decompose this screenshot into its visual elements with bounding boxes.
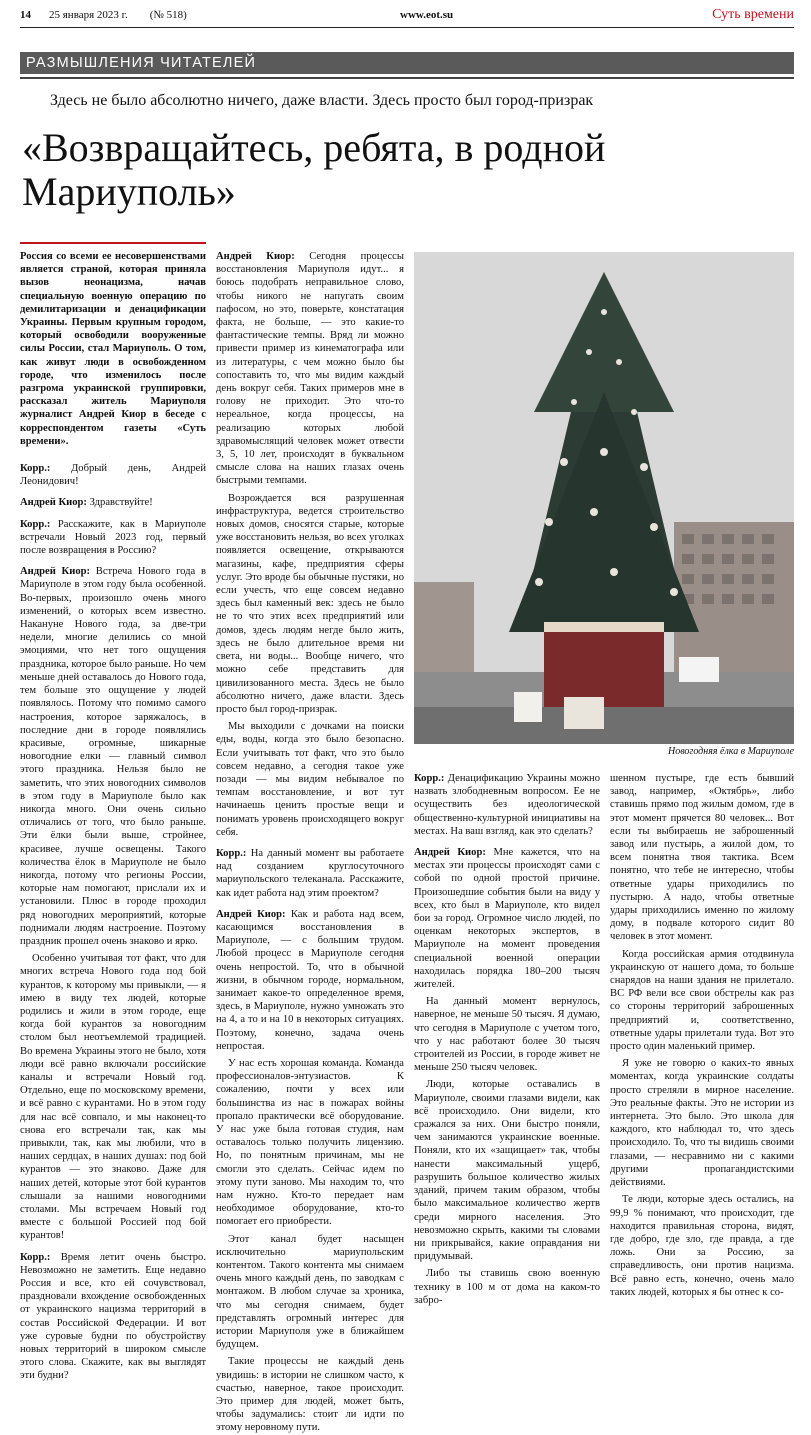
- article-lead: Здесь не было абсолютно ничего, даже власти. Здесь просто был город-призрак: [50, 92, 594, 109]
- article-headline: «Возвращайтесь, ребята, в родной Мариуполь»: [22, 125, 606, 214]
- speaker-label: Андрей Киор:: [216, 251, 295, 262]
- speaker-label: Андрей Киор:: [20, 497, 87, 509]
- article-column-3: [414, 772, 600, 1307]
- site-link[interactable]: www.eot.su: [400, 9, 454, 21]
- text-paragraph: Мы выходили с дочками на поиски еды, воды, когда это было безопасно. Если учитывать тот факт, что это было совсем недавно, а сегодня такое уже позади — мы видим небывалое по темпам восстановление, и вот тут начинаешь ценить простые вещи и понимать уровень происходящего вокруг себя.: [216, 721, 404, 838]
- text-paragraph: Либо ты ставишь свою военную технику в 100 м от дома на каком-то забро-: [414, 1268, 600, 1306]
- article-column-1: [20, 250, 206, 1383]
- speaker-label: Андрей Киор:: [20, 566, 91, 578]
- text-paragraph: Возрождается вся разрушенная инфраструктура, ведется строительство новых домов, сносятся старые, которые уже восстановить нельзя, во всех уголках появляется освещение, открываются магазины, кафе, предприятия сферы услуг. Это вроде бы обычные пустяки, но если учесть, что еще совсем недавно здесь был каменный век: здесь не было не то что этих всех предприятий или домов, здесь людям негде было жить, здесь не было длительное время ни света, ни воды... Вообще ничего, что можно себе представить для цивилизованного места. Здесь не было абсолютно ничего, даже власти. Здесь просто был город-призрак.: [216, 492, 404, 715]
- speaker-label: Андрей Киор:: [216, 908, 286, 920]
- question-paragraph: Корр.: Денацификацию Украины можно назвать злободневным вопросом. Ее не осуществить без идеологической общественно-культурной инициативы на местах. На ваш взгляд, как это сделать?: [414, 773, 600, 837]
- text-paragraph: Этот канал будет насыщен исключительно мариупольским контентом. Такого контента мы снимаем очень много каждый день, по заводкам с монтажом. В любом случае за хроника, что мы сегодня снимаем, будет представлять огромный интерес для истории Мариуполя уже в ближайшем будущем.: [216, 1233, 404, 1351]
- photo-caption: Новогодняя ёлка в Мариуполе: [667, 746, 794, 757]
- christmas-tree-photo-icon: [414, 252, 794, 744]
- answer-paragraph: Андрей Киор: Сегодня процессы восстановления Мариуполя идут... я боюсь подобрать неправильное слово, чтобы никого не напугать своим пафосом, но это, поверьте, констатация факта, не больше, — это какие-то фантастические темпы. Вряд ли можно привести пример из кинематографа или из литературы, с чем можно было бы сопоставить то, что мы видим каждый день вокруг себя. Таких примеров мне в голову не приходит. Это что-то нереальное, когда процессы, на реализацию которых любой здравомыслящий человек может отвести 3, 5, 10 лет, происходят в буквальном смысле слова на наших глазах очень быстрыми темпами.: [216, 251, 404, 487]
- speaker-label: Корр.:: [20, 1251, 51, 1263]
- speaker-label: Корр.:: [414, 773, 445, 784]
- answer-paragraph: Андрей Киор: Встреча Нового года в Мариуполе в этом году была особенной. Во-первых, произошло очень много изменений, о которых всем известно. Накануне Нового года, за две-три недели, многие делились со мной эмоциями, что нет того ощущения праздника, которое было раньше. Но чем меньше дней оставалось до Нового года, тем больше это ощущение у людей появлялось. Потому что помимо самого настроения, которое заряжалось, в последние дни в городе появлялись красивые, огромные, шикарные новогодние елки — главный символ этого праздника. Нельзя было не заметить, что этих новогодних символов в этом году в Мариуполе было как никогда много. Они очень сильно отличались от того, что было раньше. Эти ёлки были выше, стройнее, красивее, лучше освещены. Такого количества ёлок в Мариуполе не было никогда, потому что регионы России, которые нам помогают, прислали их и установили. Плюс в городе проходил ряд новогодних мероприятий, которые поднимали людям настроение. Поэтому праздник прошел очень знаково и ярко.: [20, 566, 206, 947]
- text-paragraph: Такие процессы не каждый день увидишь: в истории не слишком часто, к счастью, наверное, такое происходит. Это пример для людей, может быть, чтобы задумались: стоит ли идти по этому неровному пути.: [216, 1356, 404, 1434]
- header-divider: [20, 27, 794, 28]
- article-photo: [414, 252, 794, 744]
- issue-number: (№ 518): [149, 9, 187, 21]
- answer-paragraph: Андрей Киор: Здравствуйте!: [20, 497, 153, 509]
- red-accent-line: [20, 242, 206, 244]
- answer-paragraph: Андрей Киор: Мне кажется, что на местах эти процессы происходят сами с собой по одной простой причине. Произошедшие события были на виду у всех, кто был в Мариуполе, кто видел бои за город. Огромное число людей, по оценкам некоторых экспертов, в Мариуполе на момент проведения специальной военной операции находилась порядка 180–200 тысяч жителей.: [414, 847, 600, 991]
- issue-date: 25 января 2023 г.: [49, 9, 128, 21]
- text-paragraph: Те люди, которые здесь остались, на 99,9 % понимают, что происходит, где находится правильная сторона, видят, где добро, где зло, где правда, а где ложь. Они за Россию, за справедливость, они против нацизма. Всё равно есть, конечно, очень мало таких людей, которых я бы отнес к со-: [610, 1194, 794, 1298]
- page-header: [20, 6, 794, 24]
- text-paragraph: Я уже не говорю о каких-то явных моментах, когда украинские солдаты просто стреляли в мирное население. Это реальные факты. Это не истории из интернета. Это было. Это школа для каждого, кто наблюдал то, что здесь происходило. То, что ты видишь своими глазами, — несравнимо ни с какими другими пропагандистскими действиями.: [610, 1058, 794, 1189]
- text-paragraph: Когда российская армия отодвинула украинскую от нашего дома, то больше снарядов на наши здания не прилетало. ВС РФ вели все свои обстрелы как раз со стороны территорий заброшенных предприятий и, соответственно, ответные удары прилетали туда. Вот это просто один маленький пример.: [610, 948, 794, 1053]
- answer-paragraph: Андрей Киор: Как и работа над всем, касающимся восстановления в Мариуполе, — с большим трудом. Любой процесс в Мариуполе сегодня очень непростой. То, что в обычной жизни, в обычном городе, нормальном, занимает какое-то определенное время, здесь, в Мариуполе, нужно умножать это на 4, а то и на 10 в некоторых ситуациях. Поэтому, конечно, задача очень непростая.: [216, 908, 404, 1052]
- question-paragraph: Корр.: Добрый день, Андрей Леонидович!: [20, 463, 206, 488]
- article-column-2: [216, 250, 404, 1435]
- question-paragraph: Корр.: Время летит очень быстро. Невозможно не заметить. Еще недавно Россия и все, кто ей сочувствовал, праздновали вхождение освобожденных от украинского нацизма территорий в состав Российской Федерации. И вот уже суровые будни по обустройству новых территорий в широком смысле этого слова. Скажите, как вы выглядят эти будни?: [20, 1251, 206, 1382]
- rubric-divider: [20, 77, 794, 79]
- section-rubric: РАЗМЫШЛЕНИЯ ЧИТАТЕЛЕЙ: [20, 52, 794, 74]
- text-paragraph: У нас есть хорошая команда. Команда профессионалов-энтузиастов. К сожалению, почти у всех или большинства из нас в пожарах войны пропало практически всё оборудование. У нас уже была готовая студия, нам оставалось только получить лицензию. Но, по понятным причинам, мы не смогли это сделать. Сейчас идем по этому пути заново. Мы находим то, что нам нужно. Кто-то передает нам необходимое оборудование, кто-то помогает его приобрести.: [216, 1057, 404, 1228]
- speaker-label: Корр.:: [20, 463, 51, 475]
- article-intro: Россия со всеми ее несовершенствами является страной, которая приняла вызов неонацизма, начав специальную военную операцию по демилитаризации и денацификации Украины. Первым крупным городом, который освободили вооруженные силы России, стал Мариуполь. О том, как живут люди в освобожденном городе, что изменилось после разгрома украинской группировки, рассказал житель Мариуполя журналист Андрей Киор в беседе с корреспондентом газеты «Суть времени».: [20, 251, 206, 447]
- page-number: 14: [20, 9, 31, 21]
- text-paragraph: Особенно учитывая тот факт, что для многих встреча Нового года под бой курантов, к которому мы привыкли, — я имею в виду тех людей, которые родились и жили в этом городе, еще когда бой курантов за новогодним столом был неотъемлемой традицией. Во времена Украины этого не было, хотя люди всё равно включали российские каналы и встречали Новый год. Отдельно, еще по московскому времени, и всё равно с курантами. Но в этом году для нас всё совпало, и мы наконец-то снова его встречали так, как мы привыкли, так, как мы любили, что в наших сердцах, в наших душах: под бой курантов — это знаково. Даже для наших детей, которые этот бой курантов слышали за нашими новогодними столами. Мы встречаем Новый год вместе с большой Россией под бой курантов!: [20, 953, 206, 1242]
- newspaper-brand: Суть времени: [712, 7, 794, 22]
- article-column-4: [610, 772, 794, 1299]
- question-paragraph: Корр.: Расскажите, как в Мариуполе встречали Новый 2023 год, первый после возвращения в Россию?: [20, 518, 206, 557]
- text-paragraph: шенном пустыре, где есть бывший завод, например, «Октябрь», либо ставишь прямо под жилым домом, где в этот момент прячется 80 человек... Вот если ты выбираешь не заброшенный завод или пустырь, а жилой дом, то всем понятна твоя тактика. Всем понятно, что тебе не интересно, чтобы ответные удары приходились по пустырю. А надо, чтобы ответные удары приходились именно по жилому дому, в подвале которого сидит 80 человек в этот момент.: [610, 773, 794, 943]
- question-paragraph: Корр.: На данный момент вы работаете над созданием круглосуточного мариупольского телеканала. Расскажите, как идет работа над этим проектом?: [216, 847, 404, 899]
- text-paragraph: Люди, которые оставались в Мариуполе, своими глазами видели, как всё происходило. Они видели, кто сражался за них. Они быстро поняли, чем занимаются украинские военные. Поняли, кто их «защищает» так, чтобы нанести максимальный ущерб, разрушить большое количество жилых зданий, причем таким образом, чтобы было максимальное количество жертв среди мирного населения. Это невозможно скрыть, какими ты словами ни прикрывайся, какие оправдания ни придумывай.: [414, 1079, 600, 1263]
- speaker-label: Андрей Киор:: [414, 847, 486, 859]
- text-paragraph: На данный момент вернулось, наверное, не меньше 50 тысяч. Я думаю, что сегодня в Мариуполе с учетом того, что у нас работают более 30 тысяч строителей из России, в городе живет не меньше 250 тысяч человек.: [414, 996, 600, 1074]
- speaker-label: Корр.:: [216, 847, 247, 859]
- speaker-label: Корр.:: [20, 518, 51, 530]
